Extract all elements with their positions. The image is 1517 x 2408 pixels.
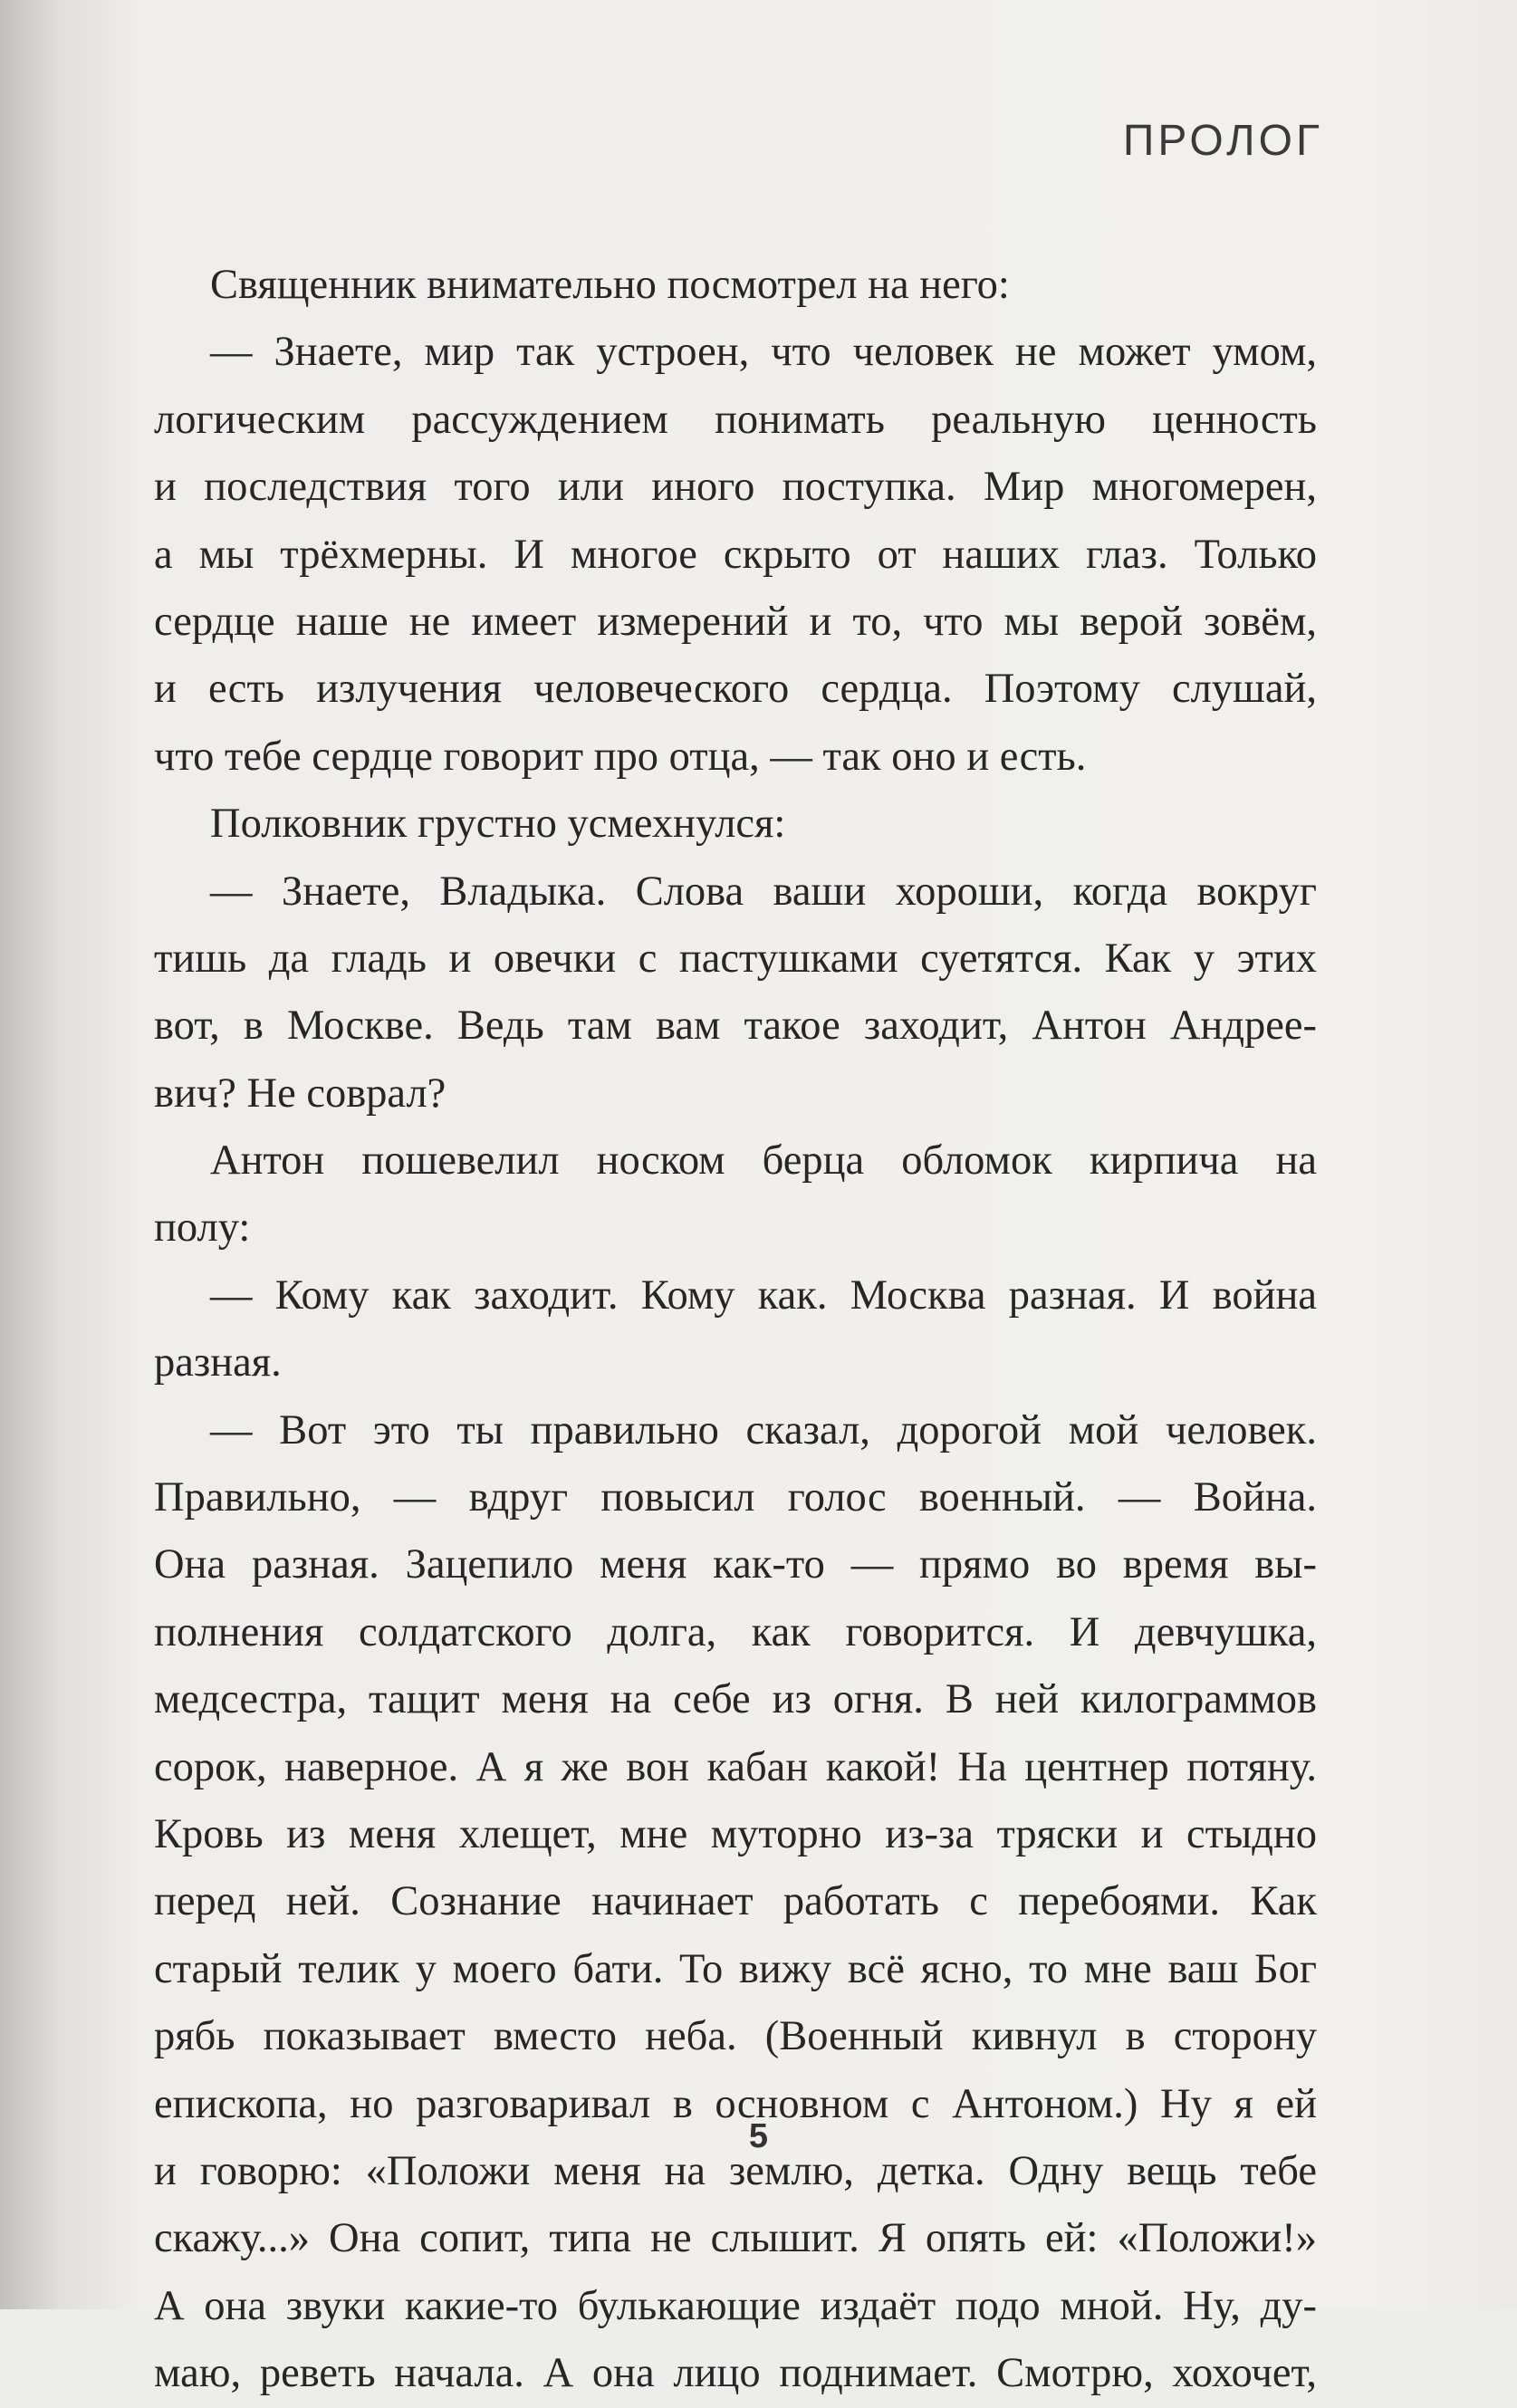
text-line: Священник внимательно посмотрел на него: [210, 262, 1010, 308]
text-line: Она разная. Зацепило меня как-то — прямо во время вы- [154, 1541, 1317, 1588]
text-line: рябь показывает вместо неба. (Военный кивнул в сторону [154, 2013, 1317, 2060]
text-line: тишь да гладь и овечки с пастушками суетятся. Как у этих [154, 935, 1317, 982]
text-line: епископа, но разговаривал в основном с Антоном.) Ну я ей [154, 2080, 1317, 2127]
text-line: старый телик у моего бати. То вижу всё ясно, то мне ваш Бог [154, 1945, 1317, 1992]
text-line: сорок, наверное. А я же вон кабан какой! На центнер потяну. [154, 1743, 1317, 1790]
text-line: — Кому как заходит. Кому как. Москва разная. И война [210, 1271, 1317, 1319]
text-line: Правильно, — вдруг повысил голос военный. — Война. [154, 1474, 1317, 1521]
body-text [154, 252, 1317, 2408]
text-line: и есть излучения человеческого сердца. Поэтому слушай, [154, 666, 1317, 713]
page-number: 5 [748, 2117, 769, 2155]
binding-shadow [0, 0, 136, 2309]
text-line: — Вот это ты правильно сказал, дорогой мой человек. [210, 1406, 1317, 1453]
text-line: А она звуки какие-то булькающие издаёт подо мной. Ну, ду- [154, 2282, 1317, 2329]
text-line: и говорю: «Положи меня на землю, детка. Одну вещь тебе [154, 2147, 1317, 2194]
text-line: Кровь из меня хлещет, мне муторно из-за тряски и стыдно [154, 1810, 1317, 1857]
text-line: скажу...» Она сопит, типа не слышит. Я опять ей: «Положи!» [154, 2215, 1317, 2262]
text-line: — Знаете, мир так устроен, что человек не может умом, [210, 329, 1317, 376]
text-line: маю, реветь начала. А она лицо поднимает. Смотрю, хохочет, [154, 2350, 1317, 2397]
text-line: разная. [154, 1339, 282, 1386]
text-line: медсестра, тащит меня на себе из огня. В ней килограммов [154, 1676, 1317, 1723]
text-line: что тебе сердце говорит про отца, — так оно и есть. [154, 733, 1087, 780]
text-line: и последствия того или иного поступка. Мир многомерен, [154, 464, 1317, 511]
text-line: сердце наше не имеет измерений и то, что мы верой зовём, [154, 598, 1317, 645]
text-line: полу: [154, 1204, 251, 1252]
text-line: логическим рассуждением понимать реальную ценность [154, 396, 1317, 443]
running-head: ПРОЛОГ [1122, 117, 1323, 165]
text-line: а мы трёхмерны. И многое скрыто от наших глаз. Только [154, 531, 1317, 578]
text-line: полнения солдатского долга, как говорится. И девчушка, [154, 1608, 1317, 1655]
text-line: — Знаете, Владыка. Слова ваши хороши, когда вокруг [210, 868, 1317, 915]
text-line: вич? Не соврал? [154, 1070, 446, 1117]
text-line: Антон пошевелил носком берца обломок кирпича на [210, 1137, 1317, 1185]
text-line: Полковник грустно усмехнулся: [210, 801, 786, 848]
text-line: вот, в Москве. Ведь там вам такое заходит, Антон Андрее- [154, 1003, 1317, 1050]
text-line: перед ней. Сознание начинает работать с перебоями. Как [154, 1878, 1317, 1925]
